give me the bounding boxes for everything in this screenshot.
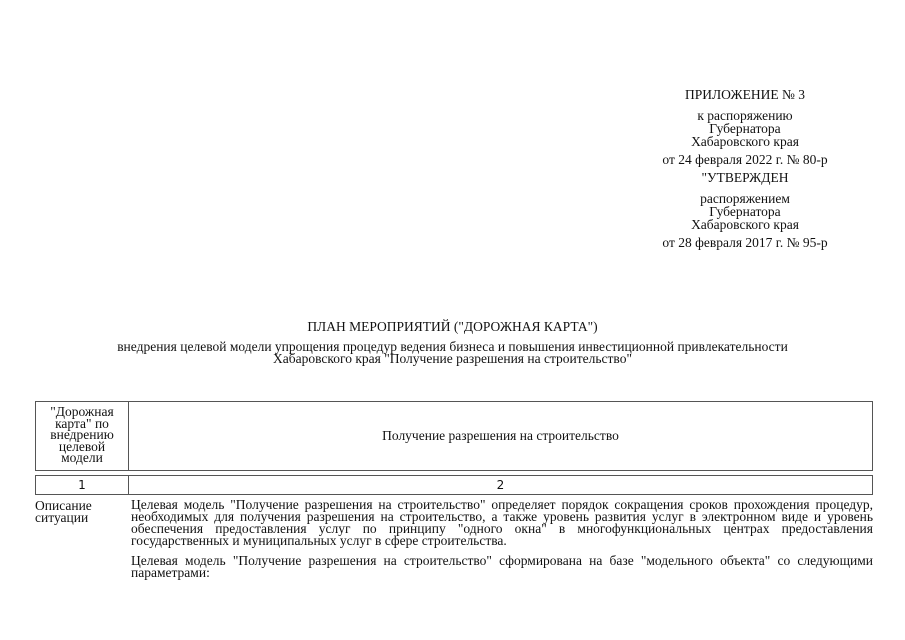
by-order-text: распоряжением — [700, 191, 790, 206]
situation-label-line: Описание — [35, 498, 92, 513]
document-subtitle — [60, 341, 845, 365]
header-cell-model-text: Получение разрешения на строительство — [382, 428, 619, 443]
header-cell-roadmap — [35, 401, 128, 471]
approved-label: "УТВЕРЖДЕН — [701, 170, 789, 185]
subtitle-line-1: внедрения целевой модели упрощения процедур ведения бизнеса и повышения инвестиционной привлекательности — [117, 339, 788, 354]
header-cell-line: целевой — [58, 438, 106, 454]
to-order-text: к распоряжению — [697, 108, 793, 123]
order-date: от 24 февраля 2022 г. № 80-р — [662, 152, 828, 167]
situation-description — [35, 499, 873, 587]
region-text-2: Хабаровского края — [691, 217, 799, 232]
original-order-date: от 28 февраля 2017 г. № 95-р — [662, 235, 828, 250]
description-paragraph-2: Целевая модель "Получение разрешения на строительство" сформирована на базе "модельного объекта" со следующими параметрами: — [131, 553, 873, 580]
header-cell-line: модели — [61, 450, 103, 465]
table-number-row — [35, 475, 873, 495]
document-title: ПЛАН МЕРОПРИЯТИЙ ("ДОРОЖНАЯ КАРТА") — [307, 319, 598, 334]
description-paragraph-1: Целевая модель "Получение разрешения на строительство" определяет порядок сокращения сроков прохождения процедур, необходимых для получения разрешения на строительство, а также уровень развития услуг в электронном виде и уровень обеспечения предоставления услуг по принципу "одного окна" в многофункциональных центрах предоставления государственных и муниципальных услуг в сфере строительства. — [131, 497, 873, 548]
table-row — [35, 499, 873, 587]
subtitle-line-2: Хабаровского края "Получение разрешения на строительство" — [273, 351, 632, 366]
governor-text-2: Губернатора — [709, 204, 781, 219]
header-cell-line: внедрению — [50, 427, 114, 442]
situation-label-line: ситуации — [35, 510, 89, 525]
region-text: Хабаровского края — [691, 134, 799, 149]
governor-text: Губернатора — [709, 121, 781, 136]
column-number-2: 2 — [128, 475, 873, 495]
column-number-1: 1 — [35, 475, 128, 495]
header-cell-line: "Дорожная — [50, 404, 114, 419]
approval-header — [640, 88, 850, 249]
table-header-row — [35, 401, 873, 471]
appendix-number: ПРИЛОЖЕНИЕ № 3 — [684, 87, 806, 102]
header-cell-model — [128, 401, 873, 471]
roadmap-table — [35, 401, 873, 587]
header-cell-line: карта" по — [55, 415, 109, 431]
